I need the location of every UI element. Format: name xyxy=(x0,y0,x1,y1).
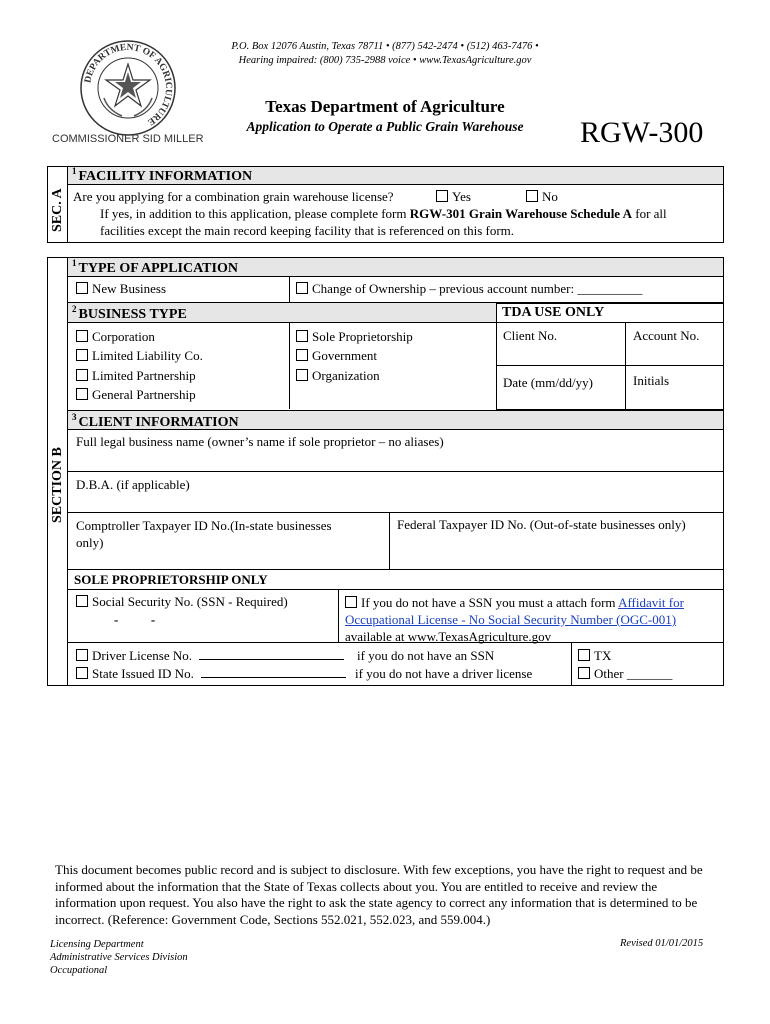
disclosure-statement: This document becomes public record and is subject to disclosure. With few exceptions, you have the right to request and be informed about the information that the State of Texas collects about you. You are entitled to receive and review the information upon request. You also have the right to ask the state agency to correct any information that is determined to be incorrect. (Reference: Government Code, Sections 552.021, 552.023, and 559.004.) xyxy=(55,862,703,927)
sole-proprietorship-title: SOLE PROPRIETORSHIP ONLY xyxy=(74,572,268,587)
revised-date: Revised 01/01/2015 xyxy=(620,938,704,949)
yes-option[interactable]: Yes xyxy=(436,189,471,205)
state-id-option[interactable]: State Issued ID No. xyxy=(76,666,346,682)
date-field[interactable]: Date (mm/dd/yy) xyxy=(503,375,593,390)
general-partnership-option[interactable]: General Partnership xyxy=(76,385,203,404)
driver-license-option[interactable]: Driver License No. xyxy=(76,648,344,664)
account-no-field[interactable]: Account No. xyxy=(633,328,700,343)
no-checkbox[interactable] xyxy=(526,190,538,202)
other-state-checkbox[interactable] xyxy=(578,667,590,679)
corporation-checkbox[interactable] xyxy=(76,330,88,342)
agency-seal xyxy=(78,38,178,138)
sole-proprietorship-checkbox[interactable] xyxy=(296,330,308,342)
no-ssn-checkbox[interactable] xyxy=(345,596,357,608)
business-type-left-list xyxy=(76,327,203,404)
new-business-checkbox[interactable] xyxy=(76,282,88,294)
if-no-ssn-note: if you do not have an SSN xyxy=(357,648,495,663)
section-a-label: SEC. A xyxy=(50,188,65,232)
address-line: P.O. Box 12076 Austin, Texas 78711 • (877) 542-2474 • (512) 463-7476 • xyxy=(231,41,539,52)
limited-partnership-option[interactable]: Limited Partnership xyxy=(76,366,203,385)
form-subtitle: Application to Operate a Public Grain Warehouse xyxy=(246,119,524,134)
ssn-checkbox[interactable] xyxy=(76,595,88,607)
seal-text: DEPARTMENT OF AGRICULTURE xyxy=(83,42,174,127)
if-no-dl-note: if you do not have a driver license xyxy=(355,666,533,681)
corporation-option[interactable]: Corporation xyxy=(76,327,203,346)
initials-field[interactable]: Initials xyxy=(633,373,670,388)
new-business-option[interactable]: New Business xyxy=(76,281,166,297)
ssn-option[interactable]: Social Security No. (SSN - Required) xyxy=(76,594,288,610)
form-number: RGW-300 xyxy=(580,116,704,149)
change-of-ownership-checkbox[interactable] xyxy=(296,282,308,294)
state-id-input[interactable] xyxy=(201,677,346,678)
section-a-label-box xyxy=(47,166,68,243)
section-b-label-box xyxy=(47,257,68,686)
llc-option[interactable]: Limited Liability Co. xyxy=(76,346,203,365)
organization-option[interactable]: Organization xyxy=(296,366,413,385)
combination-question: Are you applying for a combination grain warehouse license? xyxy=(73,189,394,204)
hearing-impaired-line: Hearing impaired: (800) 735-2988 voice • www.TexasAgriculture.gov xyxy=(238,55,532,66)
business-type-title: $^2$ BUSINESS TYPE xyxy=(72,304,187,322)
government-checkbox[interactable] xyxy=(296,349,308,361)
federal-taxpayer-id-field[interactable]: Federal Taxpayer ID No. (Out-of-state businesses only) xyxy=(397,517,686,532)
change-of-ownership-option[interactable]: Change of Ownership – previous account number: __________ xyxy=(296,281,642,297)
llc-checkbox[interactable] xyxy=(76,349,88,361)
section-b-label: SECTION B xyxy=(50,447,65,523)
other-state-option[interactable]: Other _______ xyxy=(578,666,672,682)
affidavit-link-cont[interactable]: Occupational License - No Social Security Number (OGC-001) xyxy=(345,612,677,627)
government-option[interactable]: Government xyxy=(296,346,413,365)
legal-business-name-field[interactable]: Full legal business name (owner’s name if sole proprietor – no aliases) xyxy=(76,434,444,449)
no-option[interactable]: No xyxy=(526,189,558,205)
no-ssn-option[interactable]: If you do not have a SSN you must a attach form Affidavit for Occupational License - No Social Security Number (OGC-001) available at www.TexasAgriculture.gov xyxy=(345,595,684,644)
limited-partnership-checkbox[interactable] xyxy=(76,369,88,381)
agency-title: Texas Department of Agriculture xyxy=(265,97,505,116)
comptroller-taxpayer-id-field[interactable]: Comptroller Taxpayer ID No.(In-state businesses only) xyxy=(76,518,332,550)
organization-checkbox[interactable] xyxy=(296,369,308,381)
business-type-right-list xyxy=(296,327,413,385)
ssn-dashes[interactable]: - - xyxy=(114,612,156,627)
state-id-checkbox[interactable] xyxy=(76,667,88,679)
facility-info-title: $^1$ FACILITY INFORMATION xyxy=(72,166,253,184)
driver-license-input[interactable] xyxy=(199,659,344,660)
tx-checkbox[interactable] xyxy=(578,649,590,661)
footer-department: Licensing Department Administrative Services Division Occupational xyxy=(50,939,188,976)
general-partnership-checkbox[interactable] xyxy=(76,388,88,400)
section-a-note: If yes, in addition to this application, please complete form RGW-301 Grain Warehouse Schedule A for all xyxy=(100,206,667,221)
driver-license-checkbox[interactable] xyxy=(76,649,88,661)
tda-use-only-title: TDA USE ONLY xyxy=(502,305,605,320)
sole-proprietorship-option[interactable]: Sole Proprietorship xyxy=(296,327,413,346)
affidavit-link[interactable]: Affidavit for xyxy=(618,595,684,610)
section-a-note-line2: facilities except the main record keeping facility that is referenced on this form. xyxy=(100,223,515,238)
tx-option[interactable]: TX xyxy=(578,648,611,664)
type-of-application-title: $^1$ TYPE OF APPLICATION xyxy=(72,258,238,276)
client-information-title: $^3$ CLIENT INFORMATION xyxy=(72,412,239,430)
dba-field[interactable]: D.B.A. (if applicable) xyxy=(76,477,190,492)
commissioner-name: COMMISSIONER SID MILLER xyxy=(52,133,204,145)
yes-checkbox[interactable] xyxy=(436,190,448,202)
client-no-field[interactable]: Client No. xyxy=(503,328,558,343)
